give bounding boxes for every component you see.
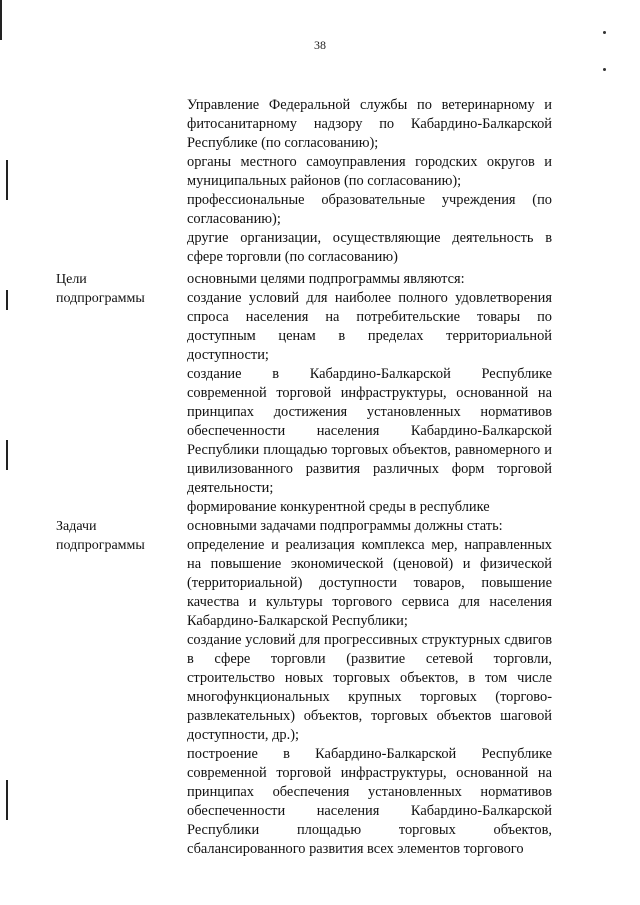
scan-dot [603, 68, 606, 71]
paragraph: формирование конкурентной среды в республике [187, 499, 490, 515]
section-content [187, 96, 552, 267]
paragraph: основными целями подпрограммы являются: [187, 271, 465, 287]
paragraph: определение и реализация комплекса мер, направленных на повышение экономической (ценовой) и физической (территориальной) доступности товаров, повышение качества и культуры торгового сервиса для населения Кабардино-Балкарской Республики; [187, 537, 552, 629]
section-label: Цели подпрограммы [56, 272, 145, 306]
section-content [187, 517, 552, 859]
scan-edge-mark [6, 780, 8, 820]
page-number: 38 [314, 38, 326, 52]
paragraph: органы местного самоуправления городских округов и муниципальных районов (по согласованию); [187, 154, 552, 189]
scan-edge-mark [6, 440, 8, 470]
paragraph: построение в Кабардино-Балкарской Республике современной торговой инфраструктуры, основанной на принципах обеспечения установленных нормативов обеспеченности населения Кабардино-Балкарской Республики площадью торговых объектов, сбалансированного развития всех элементов торгового [187, 746, 552, 857]
scan-edge-mark [6, 160, 8, 200]
paragraph: Управление Федеральной службы по ветеринарному и фитосанитарному надзору по Кабардино-Балкарской Республике (по согласованию); [187, 97, 552, 151]
section-content [187, 270, 552, 517]
paragraph: создание условий для наиболее полного удовлетворения спроса населения на потребительские товары по доступным ценам в пределах территориальной доступности; [187, 290, 552, 363]
scan-edge-mark [0, 0, 2, 40]
section-label: Задачи подпрограммы [56, 519, 145, 553]
paragraph: профессиональные образовательные учреждения (по согласованию); [187, 192, 552, 227]
paragraph: основными задачами подпрограммы должны стать: [187, 518, 503, 534]
paragraph: создание в Кабардино-Балкарской Республике современной торговой инфраструктуры, основанной на принципах достижения установленных нормативов обеспеченности населения Кабардино-Балкарской Республики площадью торговых объектов, равномерного и цивилизованного развития различных форм торговой деятельности; [187, 366, 552, 496]
paragraph: другие организации, осуществляющие деятельность в сфере торговли (по согласованию) [187, 230, 552, 265]
scan-edge-mark [6, 290, 8, 310]
scan-dot [603, 31, 606, 34]
paragraph: создание условий для прогрессивных структурных сдвигов в сфере торговли (развитие сетевой торговли, строительство новых торговых объектов, в том числе многофункциональных крупных торговых (торгово-развлекательных) объектов, торговых объектов шаговой доступности, др.); [187, 632, 552, 743]
